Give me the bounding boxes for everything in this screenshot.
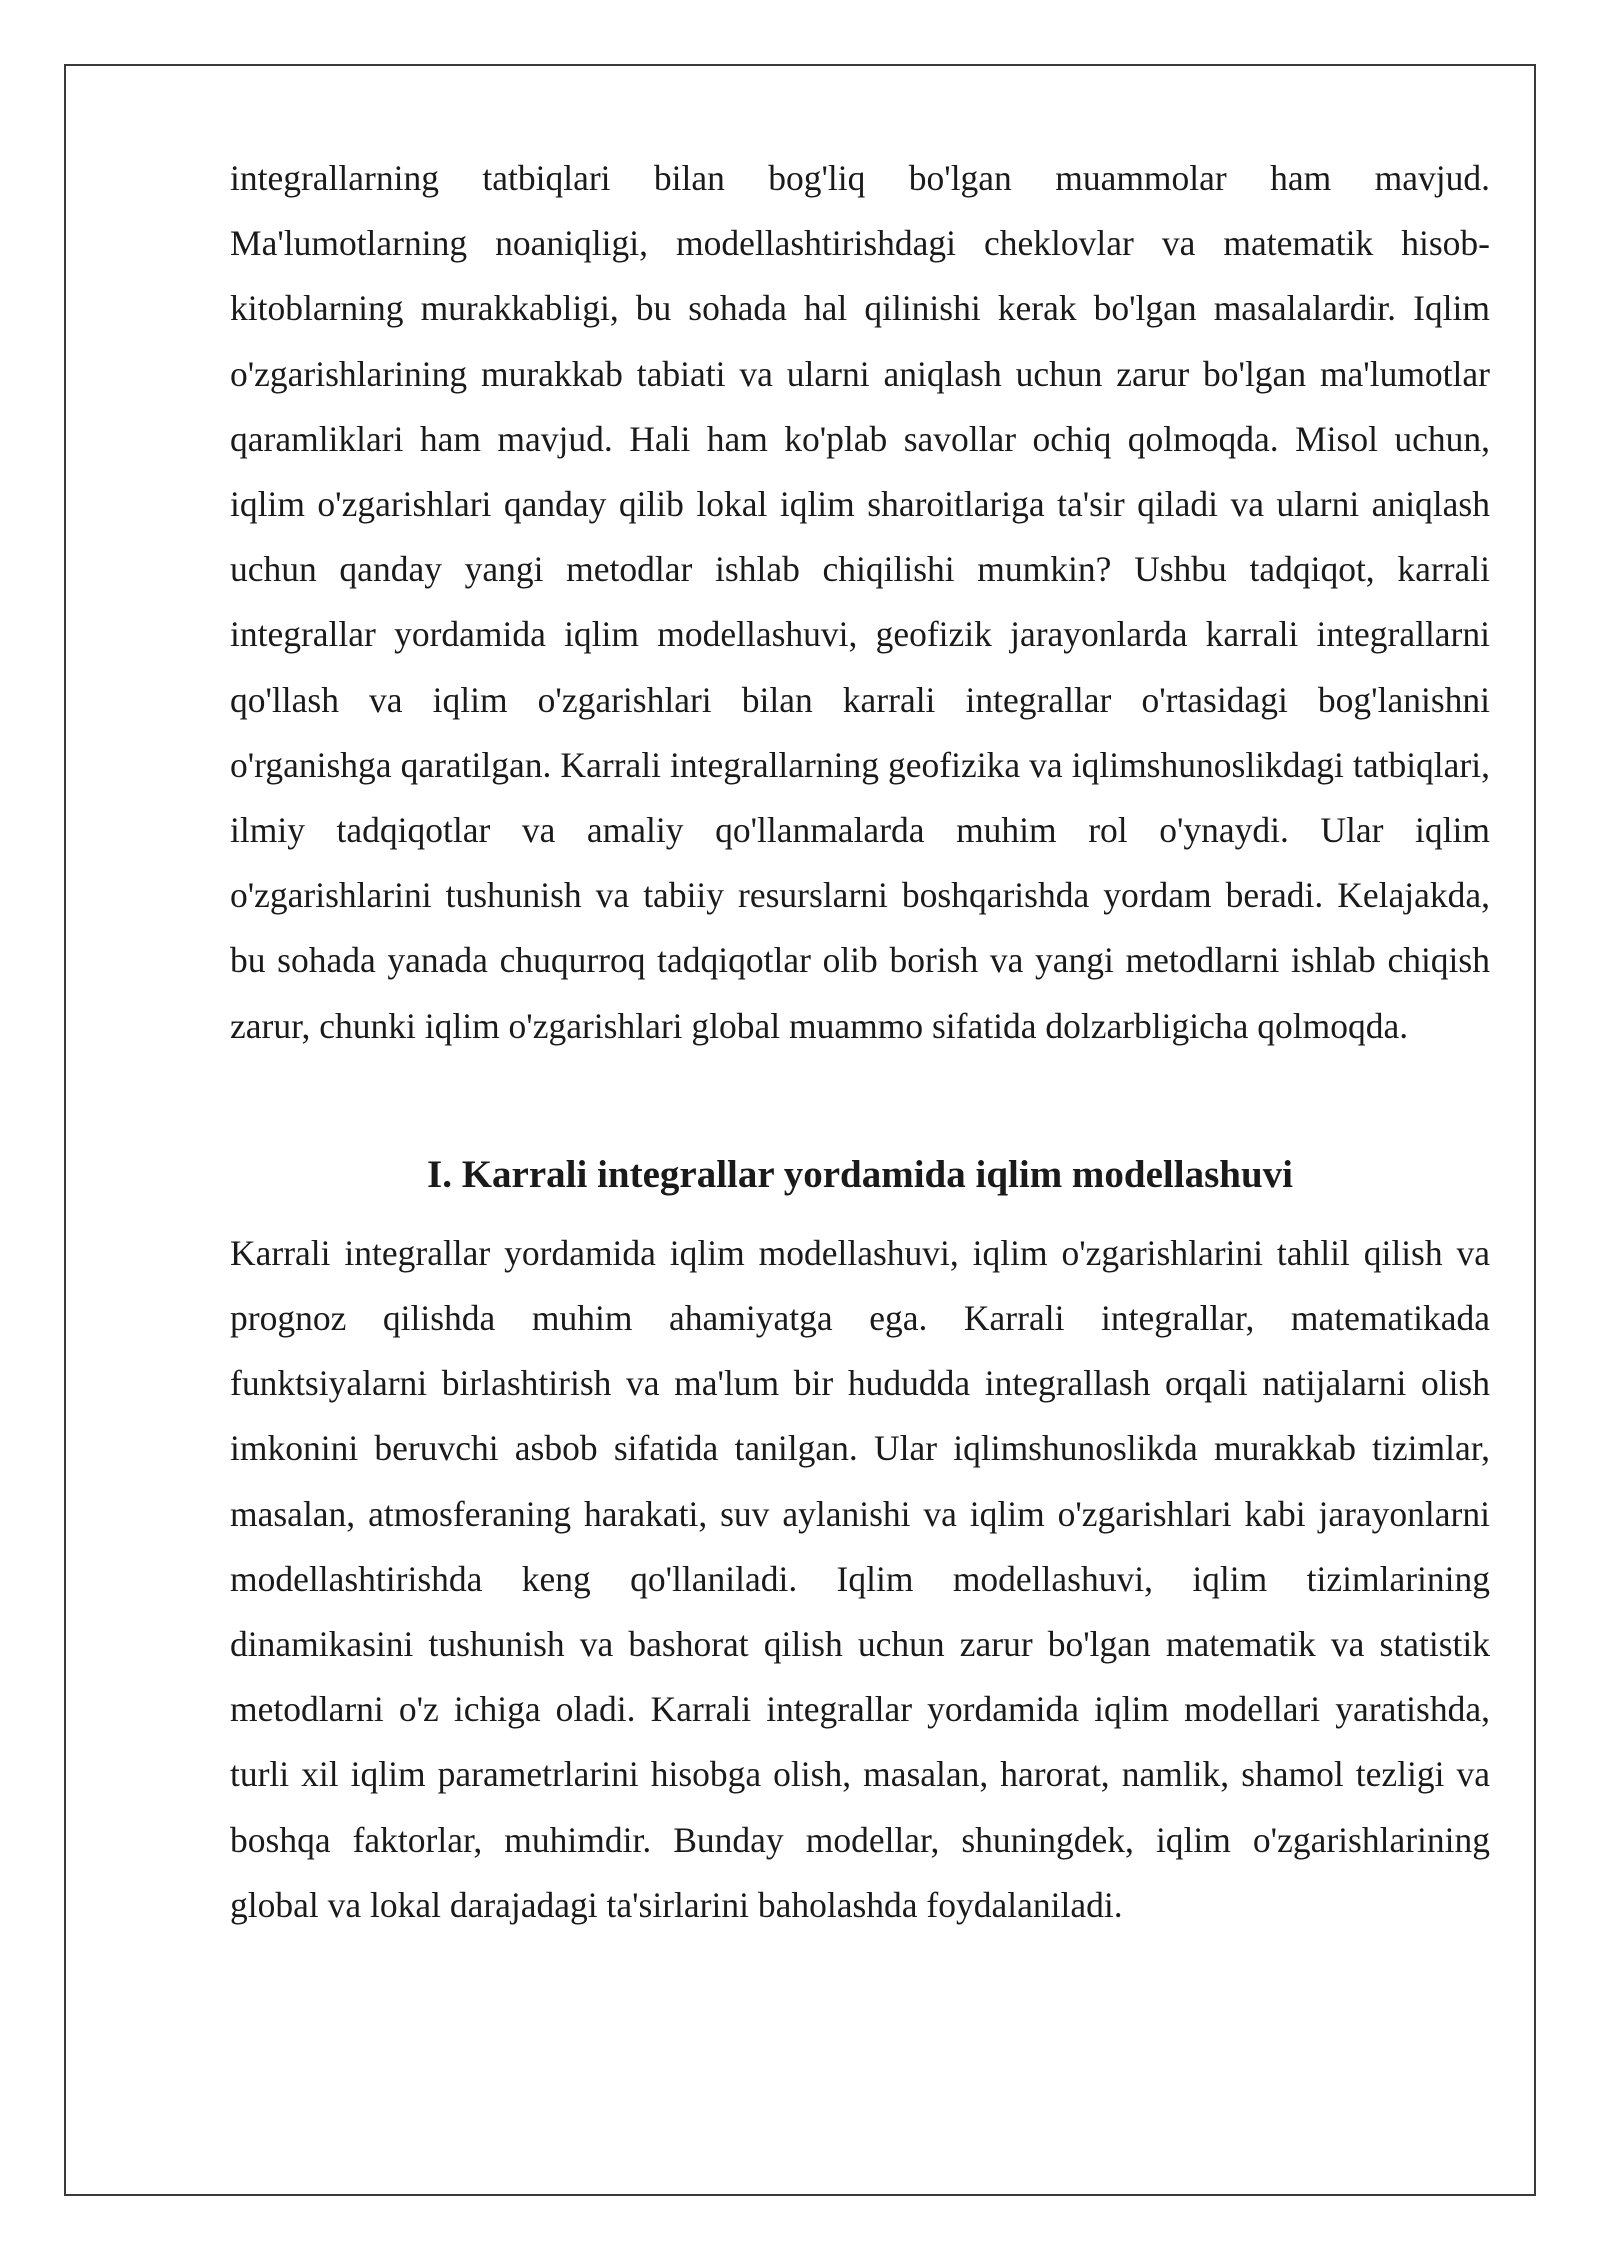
document-body <box>230 146 1490 1938</box>
body-paragraph: Karrali integrallar yordamida iqlim modellashuvi, iqlim o'zgarishlarini tahlil qilish va prognoz qilishda muhim ahamiyatga ega. Karrali integrallar, matematikada funktsiyalarni birlashtirish va ma'lum bir hududda integrallash orqali natijalarni olish imkonini beruvchi asbob sifatida tanilgan. Ular iqlimshunoslikda murakkab tizimlar, masalan, atmosferaning harakati, suv aylanishi va iqlim o'zgarishlari kabi jarayonlarni modellashtirishda keng qo'llaniladi. Iqlim modellashuvi, iqlim tizimlarining dinamikasini tushunish va bashorat qilish uchun zarur bo'lgan matematik va statistik metodlarni o'z ichiga oladi. Karrali integrallar yordamida iqlim modellari yaratishda, turli xil iqlim parametrlarini hisobga olish, masalan, harorat, namlik, shamol tezligi va boshqa faktorlar, muhimdir. Bunday modellar, shuningdek, iqlim o'zgarishlarining global va lokal darajadagi ta'sirlarini baholashda foydalaniladi. <box>230 1232 1490 1925</box>
body-paragraph: integrallarning tatbiqlari bilan bog'liq bo'lgan muammolar ham mavjud. Ma'lumotlarning noaniqligi, modellashtirishdagi cheklovlar va matematik hisob-kitoblarning murakkabligi, bu sohada hal qilinishi kerak bo'lgan masalalardir. Iqlim o'zgarishlarining murakkab tabiati va ularni aniqlash uchun zarur bo'lgan ma'lumotlar qaramliklari ham mavjud. Hali ham ko'plab savollar ochiq qolmoqda. Misol uchun, iqlim o'zgarishlari qanday qilib lokal iqlim sharoitlariga ta'sir qiladi va ularni aniqlash uchun qanday yangi metodlar ishlab chiqilishi mumkin? Ushbu tadqiqot, karrali integrallar yordamida iqlim modellashuvi, geofizik jarayonlarda karrali integrallarni qo'llash va iqlim o'zgarishlari bilan karrali integrallar o'rtasidagi bog'lanishni o'rganishga qaratilgan. Karrali integrallarning geofizika va iqlimshunoslikdagi tatbiqlari, ilmiy tadqiqotlar va amaliy qo'llanmalarda muhim rol o'ynaydi. Ular iqlim o'zgarishlarini tushunish va tabiiy resurslarni boshqarishda yordam beradi. Kelajakda, bu sohada yanada chuqurroq tadqiqotlar olib borish va yangi metodlarni ishlab chiqish zarur, chunki iqlim o'zgarishlari global muammo sifatida dolzarbligicha qolmoqda. <box>230 158 1490 1046</box>
section-heading: I. Karrali integrallar yordamida iqlim modellashuvi <box>427 1152 1293 1196</box>
